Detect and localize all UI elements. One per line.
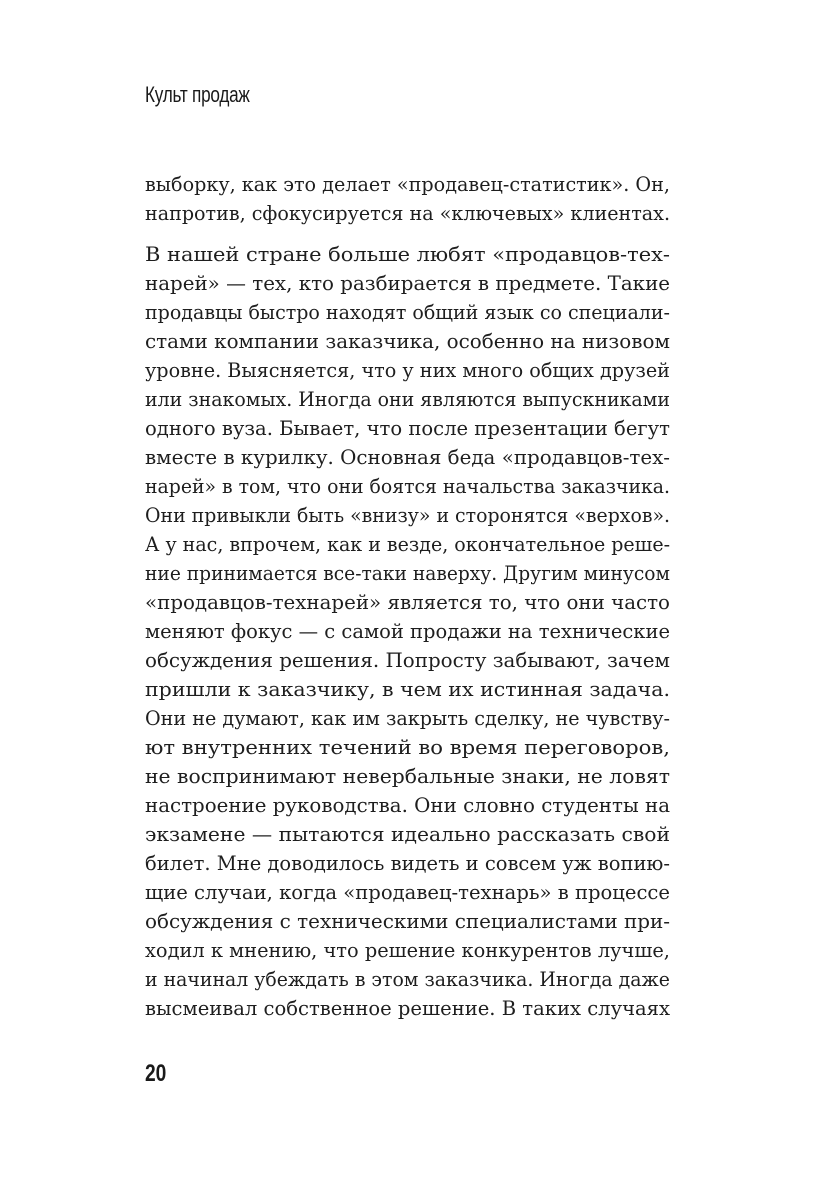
text-line-content: ходил к мнению, что решение конкурентов лучше,	[145, 938, 670, 962]
text-line-content: настроение руководства. Они словно студенты на	[145, 793, 670, 817]
text-line	[145, 849, 670, 878]
text-line-content: ние принимается все-таки наверху. Другим минусом	[145, 561, 670, 585]
text-line	[145, 646, 670, 675]
text-line-content: уровне. Выясняется, что у них много общих друзей	[145, 358, 670, 382]
text-line	[145, 269, 670, 298]
text-line-content: и начинал убеждать в этом заказчика. Иногда даже	[145, 967, 670, 991]
text-line	[145, 414, 670, 443]
text-line-content: обсуждения решения. Попросту забывают, зачем	[145, 648, 671, 672]
page-number: 20	[145, 1060, 167, 1087]
text-line-content: билет. Мне доводилось видеть и совсем уж вопию-	[145, 851, 670, 875]
text-line	[145, 327, 670, 356]
text-line	[145, 559, 670, 588]
text-line	[145, 704, 670, 733]
text-line	[145, 472, 670, 501]
text-line-content: или знакомых. Иногда они являются выпускниками	[145, 387, 671, 411]
text-line-content: ют внутренних течений во время переговоров,	[145, 735, 670, 759]
text-line-content: нарей» в том, что они боятся начальства заказчика.	[145, 474, 670, 498]
text-line	[145, 762, 670, 791]
text-line-content: обсуждения с техническими специалистами при-	[145, 909, 670, 933]
text-line-content: «продавцов-технарей» является то, что они часто	[145, 590, 670, 614]
text-line-content: стами компании заказчика, особенно на низовом	[145, 329, 670, 353]
text-line	[145, 675, 670, 704]
text-line	[145, 501, 670, 530]
text-line-content: напротив, сфокусируется на «ключевых» клиентах.	[145, 201, 671, 225]
text-line-content: выборку, как это делает «продавец-статистик». Он,	[145, 172, 670, 196]
text-line	[145, 907, 670, 936]
text-line-content: одного вуза. Бывает, что после презентации бегут	[145, 416, 670, 440]
text-line	[145, 240, 670, 269]
text-line	[145, 791, 670, 820]
text-line	[145, 298, 670, 327]
text-line	[145, 170, 670, 199]
text-line	[145, 356, 670, 385]
text-line-content: меняют фокус — с самой продажи на технические	[145, 619, 671, 643]
text-line-content: В нашей стране больше любят «продавцов-тех-	[145, 242, 670, 266]
text-line-content: продавцы быстро находят общий язык со специали-	[145, 300, 670, 324]
text-line-content: Они привыкли быть «внизу» и сторонятся «верхов».	[145, 503, 671, 527]
running-head: Культ продаж	[145, 82, 250, 107]
text-line-content: не воспринимают невербальные знаки, не ловят	[145, 764, 670, 788]
text-line-content: Они не думают, как им закрыть сделку, не чувству-	[145, 706, 671, 730]
text-line	[145, 385, 670, 414]
text-line	[145, 965, 670, 994]
body-text	[145, 170, 670, 1023]
paragraph	[145, 240, 670, 1023]
text-line	[145, 199, 670, 228]
text-line	[145, 617, 670, 646]
text-line-content: пришли к заказчику, в чем их истинная задача.	[145, 677, 670, 701]
text-line	[145, 733, 670, 762]
text-line-content: нарей» — тех, кто разбирается в предмете. Такие	[145, 271, 671, 295]
text-line	[145, 820, 670, 849]
text-line	[145, 878, 670, 907]
text-line-content: щие случаи, когда «продавец-технарь» в процессе	[145, 880, 670, 904]
text-line	[145, 588, 670, 617]
text-line	[145, 936, 670, 965]
text-line-content: А у нас, впрочем, как и везде, окончательное реше-	[145, 532, 671, 556]
paragraph	[145, 170, 670, 228]
text-line	[145, 443, 670, 472]
text-line	[145, 994, 670, 1023]
text-line	[145, 530, 670, 559]
text-line-content: высмеивал собственное решение. В таких случаях	[145, 996, 670, 1020]
text-line-content: экзамене — пытаются идеально рассказать свой	[145, 822, 670, 846]
text-line-content: вместе в курилку. Основная беда «продавцов-тех-	[145, 445, 671, 469]
